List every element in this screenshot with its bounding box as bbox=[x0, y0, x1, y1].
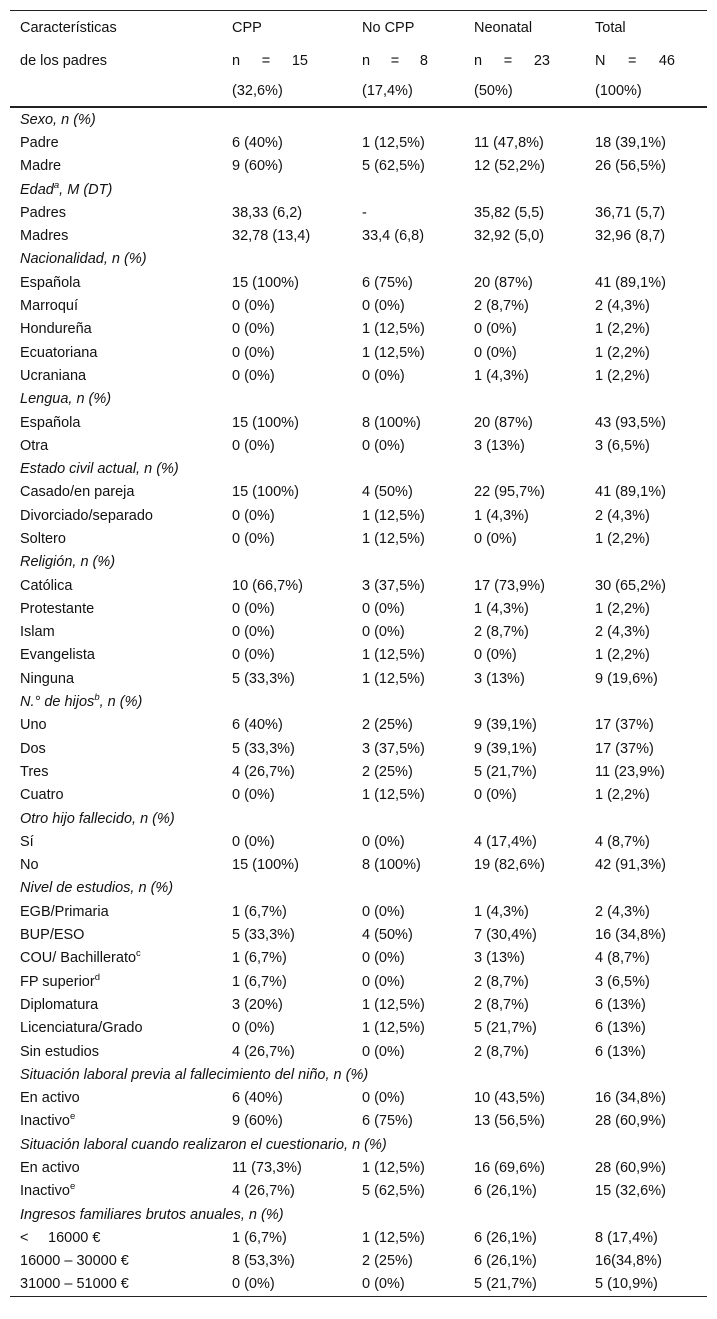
cell-neonatal: 35,82 (5,5) bbox=[474, 204, 545, 221]
cell-cpp: 0 (0%) bbox=[232, 600, 275, 617]
cell-total: 11 (23,9%) bbox=[595, 763, 665, 780]
cell-total: 1 (2,2%) bbox=[595, 344, 650, 361]
table-row bbox=[10, 1226, 707, 1249]
cell-no-cpp: 0 (0%) bbox=[362, 1043, 405, 1060]
table-row bbox=[10, 760, 707, 783]
cell-neonatal: 22 (95,7%) bbox=[474, 484, 545, 501]
cell-total: 6 (13%) bbox=[595, 996, 646, 1013]
row-label: Madre bbox=[20, 158, 62, 175]
cell-cpp: 8 (53,3%) bbox=[232, 1253, 295, 1270]
row-label: Ucraniana bbox=[20, 367, 87, 384]
header-pct-neonatal: (50%) bbox=[474, 76, 595, 107]
cell-neonatal: 19 (82,6%) bbox=[474, 857, 545, 874]
cell-cpp: 0 (0%) bbox=[232, 367, 275, 384]
cell-cpp: 32,78 (13,4) bbox=[232, 228, 311, 245]
header-row-percent bbox=[10, 76, 707, 107]
table-row bbox=[10, 1040, 707, 1063]
cell-total: 28 (60,9%) bbox=[595, 1160, 666, 1176]
section-title: Nivel de estudios, n (%) bbox=[20, 880, 174, 897]
cell-total: 36,71 (5,7) bbox=[595, 204, 666, 221]
cell-neonatal: 5 (21,7%) bbox=[474, 1273, 595, 1297]
row-label: Tres bbox=[20, 763, 49, 780]
row-label: Ninguna bbox=[20, 670, 75, 687]
cell-neonatal: 6 (26,1%) bbox=[474, 1229, 537, 1246]
table-row bbox=[10, 947, 707, 970]
cell-neonatal: 2 (8,7%) bbox=[474, 624, 529, 641]
cell-total: 16 (34,8%) bbox=[595, 927, 666, 944]
cell-total: 1 (2,2%) bbox=[595, 647, 650, 664]
cell-neonatal: 2 (8,7%) bbox=[474, 1043, 529, 1060]
cell-no-cpp: 2 (25%) bbox=[362, 763, 413, 780]
header-pct-total: (100%) bbox=[595, 76, 707, 107]
cell-cpp: 6 (40%) bbox=[232, 1090, 283, 1107]
cell-total: 4 (8,7%) bbox=[595, 833, 650, 850]
cell-no-cpp: - bbox=[362, 204, 367, 221]
cell-cpp: 10 (66,7%) bbox=[232, 577, 303, 594]
table-row bbox=[10, 434, 707, 457]
cell-neonatal: 0 (0%) bbox=[474, 321, 517, 338]
row-label: Padres bbox=[20, 204, 66, 221]
row-label: Inactivo$^e$ bbox=[20, 1111, 76, 1130]
cell-cpp: 0 (0%) bbox=[232, 344, 275, 361]
row-label: Casado/en pareja bbox=[20, 484, 135, 501]
cell-neonatal: 9 (39,1%) bbox=[474, 717, 537, 734]
cell-total: 42 (91,3%) bbox=[595, 857, 666, 874]
row-label: Divorciado/separado bbox=[20, 507, 153, 524]
table-row bbox=[10, 1156, 707, 1179]
row-label: Católica bbox=[20, 577, 73, 594]
table-row bbox=[10, 737, 707, 760]
header-n-total: N = 46 bbox=[595, 52, 675, 69]
cell-no-cpp: 1 (12,5%) bbox=[362, 321, 425, 338]
header-group-cpp: CPP bbox=[232, 11, 362, 46]
cell-no-cpp: 1 (12,5%) bbox=[362, 996, 425, 1013]
cell-total: 4 (8,7%) bbox=[595, 950, 650, 967]
cell-neonatal: 20 (87%) bbox=[474, 274, 533, 291]
row-label: EGB/Primaria bbox=[20, 903, 109, 920]
cell-neonatal: 16 (69,6%) bbox=[474, 1160, 545, 1176]
row-label: 16000 – 30000 € bbox=[20, 1253, 129, 1270]
table-row bbox=[10, 318, 707, 341]
cell-neonatal: 3 (13%) bbox=[474, 437, 525, 454]
cell-cpp: 1 (6,7%) bbox=[232, 903, 287, 920]
cell-no-cpp: 0 (0%) bbox=[362, 950, 405, 967]
table-row bbox=[10, 341, 707, 364]
cell-neonatal: 0 (0%) bbox=[474, 787, 517, 804]
cell-no-cpp: 8 (100%) bbox=[362, 414, 421, 431]
header-n-neonatal: n = 23 bbox=[474, 52, 550, 69]
section-header-row bbox=[10, 1203, 707, 1226]
cell-cpp: 38,33 (6,2) bbox=[232, 204, 303, 221]
row-label: Islam bbox=[20, 624, 55, 641]
table-row bbox=[10, 504, 707, 527]
cell-neonatal: 2 (8,7%) bbox=[474, 973, 529, 990]
header-n-cpp: n = 15 bbox=[232, 52, 308, 69]
cell-cpp: 0 (0%) bbox=[232, 833, 275, 850]
row-label: Soltero bbox=[20, 530, 66, 547]
cell-cpp: 0 (0%) bbox=[232, 1273, 362, 1297]
footnote-marker: b bbox=[94, 692, 100, 704]
cell-cpp: 4 (26,7%) bbox=[232, 763, 295, 780]
cell-neonatal: 11 (47,8%) bbox=[474, 134, 544, 151]
cell-neonatal: 9 (39,1%) bbox=[474, 740, 537, 757]
row-label: FP superior$^d$ bbox=[20, 971, 100, 990]
cell-cpp: 15 (100%) bbox=[232, 484, 299, 501]
cell-total: 1 (2,2%) bbox=[595, 787, 650, 804]
row-label: BUP/ESO bbox=[20, 927, 85, 944]
cell-total: 2 (4,3%) bbox=[595, 507, 650, 524]
cell-neonatal: 32,92 (5,0) bbox=[474, 228, 545, 245]
cell-neonatal: 7 (30,4%) bbox=[474, 927, 537, 944]
cell-no-cpp: 0 (0%) bbox=[362, 298, 405, 315]
less-than-sign: < bbox=[20, 1229, 29, 1246]
table-row bbox=[10, 667, 707, 690]
table-row bbox=[10, 597, 707, 620]
cell-no-cpp: 1 (12,5%) bbox=[362, 1020, 425, 1037]
row-label: En activo bbox=[20, 1160, 80, 1176]
cell-no-cpp: 1 (12,5%) bbox=[362, 1229, 425, 1246]
cell-neonatal: 3 (13%) bbox=[474, 670, 525, 687]
cell-neonatal: 2 (8,7%) bbox=[474, 996, 529, 1013]
cell-total: 32,96 (8,7) bbox=[595, 228, 666, 245]
cell-total: 15 (32,6%) bbox=[595, 1183, 666, 1200]
cell-total: 28 (60,9%) bbox=[595, 1113, 666, 1130]
cell-cpp: 6 (40%) bbox=[232, 717, 283, 734]
section-title: Lengua, n (%) bbox=[20, 391, 112, 408]
header-row-n bbox=[10, 45, 707, 76]
cell-cpp: 0 (0%) bbox=[232, 507, 275, 524]
header-group-total: Total bbox=[595, 11, 707, 46]
section-title: Edad$^a$, M (DT) bbox=[20, 179, 113, 198]
section-title: Otro hijo fallecido, n (%) bbox=[20, 810, 175, 827]
cell-neonatal: 6 (26,1%) bbox=[474, 1253, 537, 1270]
section-header-row bbox=[10, 107, 707, 131]
row-label: Evangelista bbox=[20, 647, 95, 664]
cell-neonatal: 12 (52,2%) bbox=[474, 158, 545, 175]
section-header-row bbox=[10, 1133, 707, 1156]
section-title: Situación laboral previa al fallecimiento del niño, n (%) bbox=[20, 1066, 369, 1083]
row-label: Licenciatura/Grado bbox=[20, 1020, 143, 1037]
section-header-row bbox=[10, 388, 707, 411]
cell-neonatal: 3 (13%) bbox=[474, 950, 525, 967]
cell-total: 8 (17,4%) bbox=[595, 1229, 658, 1246]
table-row bbox=[10, 900, 707, 923]
cell-neonatal: 1 (4,3%) bbox=[474, 600, 529, 617]
cell-neonatal: 6 (26,1%) bbox=[474, 1183, 537, 1200]
cell-no-cpp: 6 (75%) bbox=[362, 274, 413, 291]
table-row bbox=[10, 830, 707, 853]
cell-no-cpp: 4 (50%) bbox=[362, 927, 413, 944]
cell-no-cpp: 0 (0%) bbox=[362, 367, 405, 384]
cell-cpp: 1 (6,7%) bbox=[232, 973, 287, 990]
cell-cpp: 15 (100%) bbox=[232, 414, 299, 431]
cell-neonatal: 4 (17,4%) bbox=[474, 833, 537, 850]
cell-total: 18 (39,1%) bbox=[595, 134, 666, 151]
cell-no-cpp: 1 (12,5%) bbox=[362, 647, 425, 664]
cell-no-cpp: 1 (12,5%) bbox=[362, 134, 425, 151]
cell-no-cpp: 33,4 (6,8) bbox=[362, 228, 425, 245]
cell-total: 2 (4,3%) bbox=[595, 624, 650, 641]
cell-total: 6 (13%) bbox=[595, 1043, 646, 1060]
header-group-no-cpp: No CPP bbox=[362, 11, 474, 46]
table-row bbox=[10, 294, 707, 317]
row-label: Padre bbox=[20, 134, 59, 151]
cell-neonatal: 5 (21,7%) bbox=[474, 1020, 537, 1037]
cell-total: 16(34,8%) bbox=[595, 1253, 662, 1270]
cell-no-cpp: 0 (0%) bbox=[362, 624, 405, 641]
table-row bbox=[10, 1110, 707, 1133]
cell-neonatal: 1 (4,3%) bbox=[474, 903, 529, 920]
table-row bbox=[10, 854, 707, 877]
table-row bbox=[10, 201, 707, 224]
header-row-groups bbox=[10, 11, 707, 46]
table-row bbox=[10, 923, 707, 946]
section-header-row bbox=[10, 178, 707, 201]
section-title: Situación laboral cuando realizaron el cuestionario, n (%) bbox=[20, 1136, 387, 1153]
cell-no-cpp: 3 (37,5%) bbox=[362, 577, 425, 594]
cell-cpp: 1 (6,7%) bbox=[232, 1229, 287, 1246]
cell-cpp: 5 (33,3%) bbox=[232, 927, 295, 944]
cell-total: 3 (6,5%) bbox=[595, 437, 650, 454]
row-label: Protestante bbox=[20, 600, 95, 617]
row-label: Marroquí bbox=[20, 298, 79, 315]
table-row bbox=[10, 411, 707, 434]
cell-cpp: 4 (26,7%) bbox=[232, 1183, 295, 1200]
row-label: < 16000 € bbox=[20, 1229, 101, 1246]
cell-cpp: 0 (0%) bbox=[232, 321, 275, 338]
footnote-marker: e bbox=[69, 1181, 76, 1193]
cell-cpp: 4 (26,7%) bbox=[232, 1043, 295, 1060]
row-label: Hondureña bbox=[20, 321, 92, 338]
cell-no-cpp: 1 (12,5%) bbox=[362, 1160, 425, 1176]
cell-no-cpp: 5 (62,5%) bbox=[362, 1183, 425, 1200]
table-row bbox=[10, 1273, 707, 1297]
cell-no-cpp: 5 (62,5%) bbox=[362, 158, 425, 175]
table-row bbox=[10, 1086, 707, 1109]
cell-total: 6 (13%) bbox=[595, 1020, 646, 1037]
cell-no-cpp: 0 (0%) bbox=[362, 833, 405, 850]
section-title: Ingresos familiares brutos anuales, n (%) bbox=[20, 1206, 284, 1223]
cell-cpp: 15 (100%) bbox=[232, 274, 299, 291]
cell-neonatal: 20 (87%) bbox=[474, 414, 533, 431]
cell-neonatal: 0 (0%) bbox=[474, 344, 517, 361]
cell-total: 2 (4,3%) bbox=[595, 298, 650, 315]
cell-total: 3 (6,5%) bbox=[595, 973, 650, 990]
cell-total: 1 (2,2%) bbox=[595, 530, 650, 547]
row-label: Dos bbox=[20, 740, 46, 757]
cell-total: 43 (93,5%) bbox=[595, 414, 666, 431]
cell-no-cpp: 0 (0%) bbox=[362, 600, 405, 617]
row-label: Ecuatoriana bbox=[20, 344, 98, 361]
cell-cpp: 3 (20%) bbox=[232, 996, 283, 1013]
row-label: 31000 – 51000 € bbox=[10, 1273, 232, 1297]
row-label: Española bbox=[20, 414, 81, 431]
cell-no-cpp: 2 (25%) bbox=[362, 1253, 413, 1270]
cell-cpp: 0 (0%) bbox=[232, 787, 275, 804]
table-row bbox=[10, 481, 707, 504]
cell-cpp: 0 (0%) bbox=[232, 437, 275, 454]
section-title: Sexo, n (%) bbox=[20, 111, 96, 128]
cell-no-cpp: 1 (12,5%) bbox=[362, 787, 425, 804]
cell-cpp: 0 (0%) bbox=[232, 647, 275, 664]
cell-no-cpp: 3 (37,5%) bbox=[362, 740, 425, 757]
table-row bbox=[10, 621, 707, 644]
cell-no-cpp: 4 (50%) bbox=[362, 484, 413, 501]
footnote-marker: c bbox=[136, 948, 141, 960]
table-row bbox=[10, 644, 707, 667]
table-row bbox=[10, 271, 707, 294]
cell-total: 2 (4,3%) bbox=[595, 903, 650, 920]
row-label: Sin estudios bbox=[20, 1043, 99, 1060]
cell-cpp: 9 (60%) bbox=[232, 158, 283, 175]
cell-no-cpp: 6 (75%) bbox=[362, 1113, 413, 1130]
cell-no-cpp: 1 (12,5%) bbox=[362, 530, 425, 547]
cell-cpp: 0 (0%) bbox=[232, 624, 275, 641]
cell-no-cpp: 1 (12,5%) bbox=[362, 670, 425, 687]
cell-total: 9 (19,6%) bbox=[595, 670, 658, 687]
cell-cpp: 15 (100%) bbox=[232, 857, 299, 874]
cell-total: 16 (34,8%) bbox=[595, 1090, 666, 1107]
header-characteristics-line1: Características bbox=[10, 11, 232, 46]
table-row bbox=[10, 155, 707, 178]
cell-total: 41 (89,1%) bbox=[595, 484, 666, 501]
row-label: Sí bbox=[20, 833, 34, 850]
parent-characteristics-table bbox=[10, 10, 707, 1297]
cell-cpp: 5 (33,3%) bbox=[232, 740, 295, 757]
cell-neonatal: 0 (0%) bbox=[474, 647, 517, 664]
cell-cpp: 0 (0%) bbox=[232, 298, 275, 315]
section-header-row bbox=[10, 690, 707, 713]
section-title: Estado civil actual, n (%) bbox=[20, 461, 179, 478]
table-header bbox=[10, 11, 707, 108]
header-pct-cpp: (32,6%) bbox=[232, 76, 362, 107]
header-n-no-cpp: n = 8 bbox=[362, 52, 428, 69]
table-row bbox=[10, 993, 707, 1016]
cell-no-cpp: 1 (12,5%) bbox=[362, 507, 425, 524]
section-header-row bbox=[10, 877, 707, 900]
row-label: No bbox=[20, 857, 39, 874]
table-row bbox=[10, 1017, 707, 1040]
row-label: En activo bbox=[20, 1090, 80, 1107]
cell-neonatal: 1 (4,3%) bbox=[474, 367, 529, 384]
cell-no-cpp: 0 (0%) bbox=[362, 973, 405, 990]
cell-cpp: 1 (6,7%) bbox=[232, 950, 287, 967]
section-title: Nacionalidad, n (%) bbox=[20, 251, 147, 268]
table-row bbox=[10, 784, 707, 807]
cell-neonatal: 17 (73,9%) bbox=[474, 577, 545, 594]
row-label: Cuatro bbox=[20, 787, 64, 804]
footnote-marker: a bbox=[53, 179, 60, 191]
cell-cpp: 11 (73,3%) bbox=[232, 1160, 302, 1176]
cell-no-cpp: 0 (0%) bbox=[362, 437, 405, 454]
table-body bbox=[10, 107, 707, 1297]
section-header-row bbox=[10, 457, 707, 480]
cell-cpp: 9 (60%) bbox=[232, 1113, 283, 1130]
cell-neonatal: 1 (4,3%) bbox=[474, 507, 529, 524]
row-label: Madres bbox=[20, 228, 69, 245]
cell-no-cpp: 0 (0%) bbox=[362, 1273, 474, 1297]
cell-no-cpp: 1 (12,5%) bbox=[362, 344, 425, 361]
row-label: Otra bbox=[20, 437, 49, 454]
cell-neonatal: 2 (8,7%) bbox=[474, 298, 529, 315]
table-row bbox=[10, 1180, 707, 1203]
header-pct-no-cpp: (17,4%) bbox=[362, 76, 474, 107]
cell-cpp: 5 (33,3%) bbox=[232, 670, 295, 687]
section-header-row bbox=[10, 248, 707, 271]
table-row bbox=[10, 1250, 707, 1273]
row-label: COU/ Bachillerato$^c$ bbox=[20, 948, 141, 967]
cell-total: 41 (89,1%) bbox=[595, 274, 666, 291]
cell-no-cpp: 0 (0%) bbox=[362, 1090, 405, 1107]
section-title: Religión, n (%) bbox=[20, 554, 116, 571]
cell-total: 1 (2,2%) bbox=[595, 367, 650, 384]
cell-no-cpp: 8 (100%) bbox=[362, 857, 421, 874]
section-header-row bbox=[10, 1063, 707, 1086]
cell-cpp: 6 (40%) bbox=[232, 134, 283, 151]
cell-neonatal: 0 (0%) bbox=[474, 530, 517, 547]
section-header-row bbox=[10, 807, 707, 830]
cell-total: 1 (2,2%) bbox=[595, 600, 650, 617]
table-row bbox=[10, 970, 707, 993]
row-label: Inactivo$^e$ bbox=[20, 1181, 76, 1200]
cell-no-cpp: 2 (25%) bbox=[362, 717, 413, 734]
table-row bbox=[10, 364, 707, 387]
footnote-marker: d bbox=[94, 971, 100, 983]
section-title: N.° de hijos$^b$, n (%) bbox=[20, 692, 143, 711]
cell-total: 5 (10,9%) bbox=[595, 1273, 707, 1297]
row-label: Uno bbox=[20, 717, 47, 734]
cell-neonatal: 5 (21,7%) bbox=[474, 763, 537, 780]
header-characteristics-line2: de los padres bbox=[20, 52, 108, 69]
cell-cpp: 0 (0%) bbox=[232, 1020, 275, 1037]
cell-total: 26 (56,5%) bbox=[595, 158, 666, 175]
cell-total: 30 (65,2%) bbox=[595, 577, 666, 594]
footnote-marker: e bbox=[69, 1111, 76, 1123]
row-label: Española bbox=[20, 274, 81, 291]
cell-cpp: 0 (0%) bbox=[232, 530, 275, 547]
table-row bbox=[10, 131, 707, 154]
table-row bbox=[10, 527, 707, 550]
cell-neonatal: 10 (43,5%) bbox=[474, 1090, 545, 1107]
table-row bbox=[10, 224, 707, 247]
cell-total: 1 (2,2%) bbox=[595, 321, 650, 338]
cell-total: 17 (37%) bbox=[595, 740, 654, 757]
cell-no-cpp: 0 (0%) bbox=[362, 903, 405, 920]
table-row bbox=[10, 714, 707, 737]
table-row bbox=[10, 574, 707, 597]
cell-total: 17 (37%) bbox=[595, 717, 654, 734]
cell-neonatal: 13 (56,5%) bbox=[474, 1113, 545, 1130]
row-label: Diplomatura bbox=[20, 996, 99, 1013]
section-header-row bbox=[10, 551, 707, 574]
header-group-neonatal: Neonatal bbox=[474, 11, 595, 46]
